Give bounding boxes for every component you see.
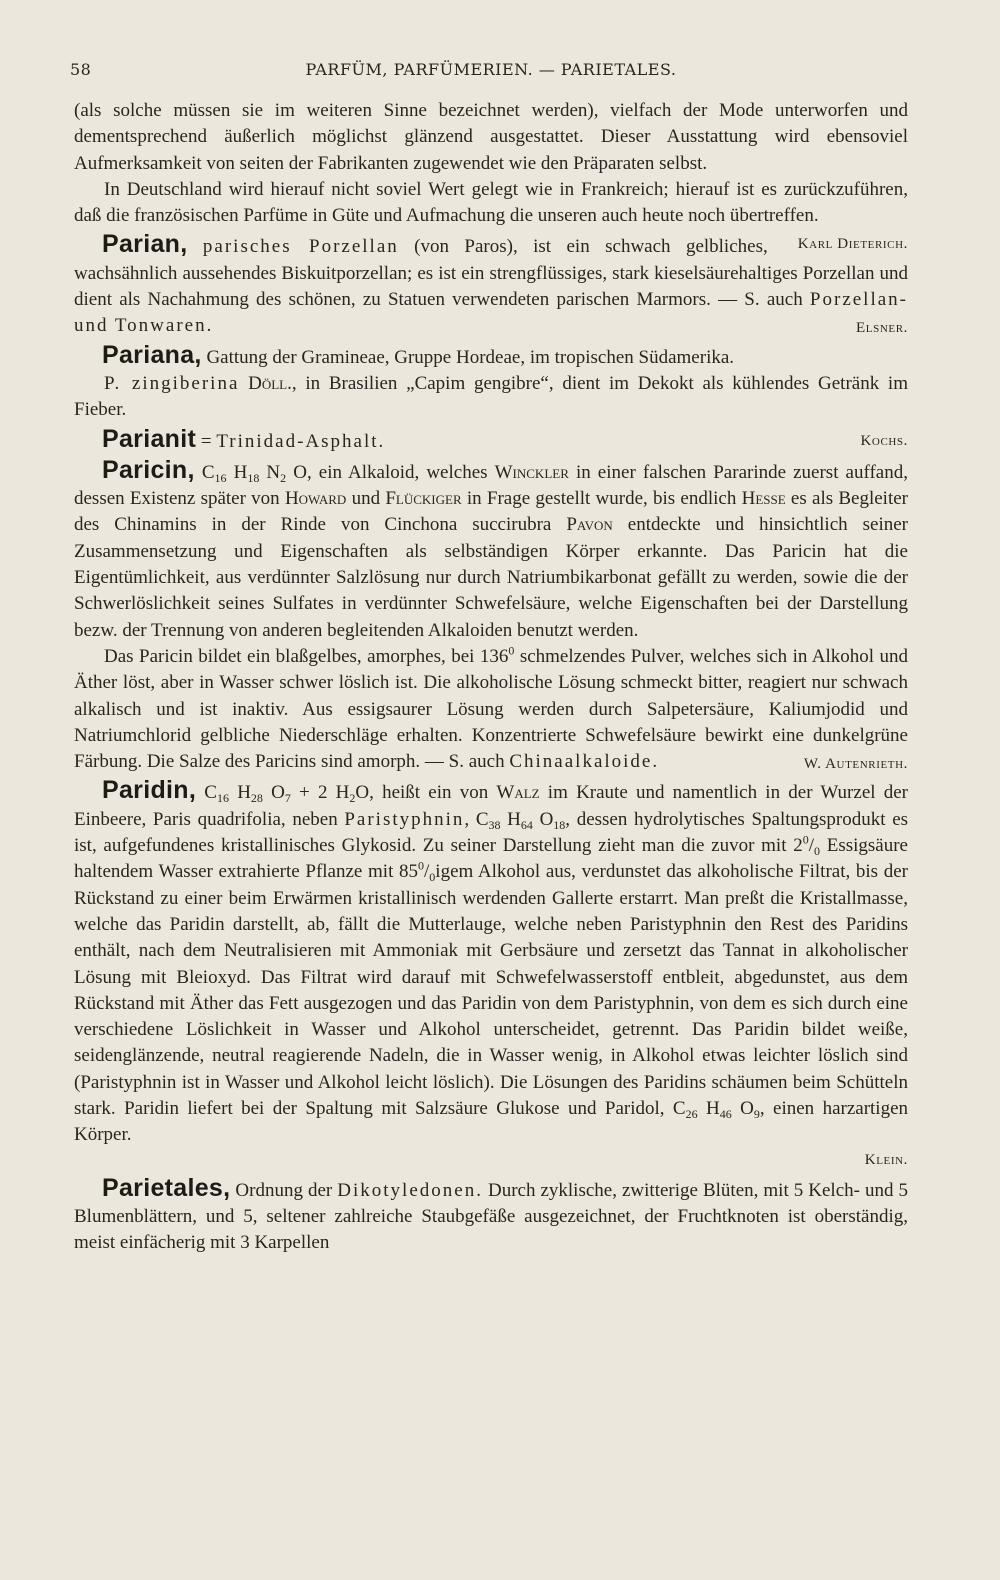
paragraph-text: In Deutschland wird hierauf nicht soviel Wert gelegt wie in Frankreich; hierauf ist es zurückzuführen, daß die französischen Parfüme in Güte und Aufmachung die unseren auch heute noch übertreffen. — [74, 178, 908, 227]
element: O — [293, 461, 307, 483]
entry-text: und — [346, 488, 386, 510]
subscript: 18 — [553, 817, 566, 832]
percent-sign-part: 0 — [418, 858, 425, 873]
person-name: Pavon — [566, 514, 613, 536]
entry-parietales — [74, 1175, 908, 1257]
page-number: 58 — [70, 60, 92, 79]
entry-pariana — [74, 342, 908, 371]
entry-text: , ein Alkaloid, welches — [306, 461, 495, 483]
element: H — [706, 1097, 720, 1119]
entry-text: , — [464, 808, 476, 830]
person-name: Howard — [284, 488, 347, 510]
entry-text: in einer falschen Pararinde zuerst auffand, dessen Existenz später von — [74, 461, 908, 510]
species-authority: Döll. — [248, 372, 292, 394]
subscript: 9 — [753, 1106, 760, 1121]
entry-text: Ordnung der — [230, 1179, 338, 1201]
entry-text: , heißt ein von — [369, 782, 497, 804]
element: C — [201, 461, 215, 483]
subscript: 64 — [520, 817, 533, 832]
cross-reference: Porzellan- und Tonwaren. — [74, 289, 908, 337]
element: O — [539, 808, 554, 830]
person-name: Walz — [496, 782, 540, 804]
person-name: Winckler — [494, 461, 569, 483]
element: O — [355, 782, 370, 804]
element: H — [233, 461, 248, 483]
element: C — [204, 782, 217, 804]
headword-parian: Parian, — [102, 230, 188, 259]
percent-sign-part: / — [808, 835, 814, 857]
species-name: P. zingiberina — [104, 372, 240, 394]
subscript: 26 — [685, 1106, 698, 1121]
element: C — [475, 808, 489, 830]
entry-text: Das Paricin bildet ein blaßgelbes, amorphes, bei 136 — [104, 645, 509, 667]
author-signature: Karl Dieterich. — [797, 236, 908, 253]
headword-parianit: Parianit — [102, 424, 197, 453]
entry-text: im Kraute und namentlich in der Wurzel der Einbeere, Paris quadrifolia, neben — [74, 782, 908, 830]
entry-text: entdeckte und hinsichtlich seiner Zusammensetzung und Eigenschaften als selbständigen Körper erkannte. Das Paricin hat die Eigentümlichkeit, aus verdünnter Salzlösung nur durch Natriumbikarbonat gefällt zu werden, sowie die der Schwerlöslichkeit seines Sulfates in verdünnter Schwefelsäure, welche Eigenschaften bei der Darstellung bezw. der Trennung von anderen begleitenden Alkaloiden benutzt werden. — [74, 514, 908, 641]
chemical-formula — [202, 462, 307, 483]
spaced-term: Dikotyledonen. — [337, 1179, 483, 1201]
entry-text: , in Brasilien „Capim gengibre“, dient im Dekokt als kühlendes Getränk im Fieber. — [74, 372, 908, 421]
entry-paricin — [74, 457, 908, 644]
page-body — [74, 98, 908, 1257]
element: + 2 H — [290, 782, 350, 804]
subscript: 7 — [284, 791, 291, 806]
subscript: 2 — [349, 791, 356, 806]
degree-sign: 0 — [508, 643, 515, 658]
entry-text: Durch zyklische, zwitterige Blüten, mit 5 Kelch- und 5 Blumenblättern, und 5, seltener zahlreiche Staubgefäße ausgezeichnet, der Fruchtknoten ist oberständig, meist einfächerig mit 3 Karpellen — [74, 1179, 909, 1254]
entry-text: , einen harzartigen Körper. — [74, 1097, 909, 1146]
author-signature: Elsner. — [856, 320, 908, 337]
percent-sign-part: 0 — [814, 844, 820, 859]
chemical-formula — [204, 782, 370, 806]
element: H — [237, 782, 251, 804]
chemical-formula — [476, 809, 565, 830]
entry-text: igem Alkohol aus, verdunstet das alkoholische Filtrat, bis der Rückstand zu einer beim Erwärmen kristallinisch werdenden Gallerte erstarrt. Man preßt die Kristallmasse, welche das Paridin darstellt, ab, fällt die Mutterlauge, welche neben Paristyphnin den Rest des Paridins enthält, nach dem Neutralisieren mit Ammoniak mit Gerbsäure und zersetzt das Tannat in alkoholischer Lösung mit Bleioxyd. Das Filtrat wird darauf mit Schwefelwasserstoff entbleit, abgedunstet, aus dem Rückstand mit Äther das Fett ausgezogen und das Paridin von dem Paristyphnin, von dem es sich durch eine verschiedene Löslichkeit in Wasser und Alkohol unterscheidet, getrennt. Das Paridin bildet weiße, seidenglänzende, neutral reagierende Nadeln, die in Wasser wenig, in Alkohol etwas leichter löslich sind (Paristyphnin ist in Wasser und Alkohol leicht löslich). Die Lösungen des Paridins schäumen beim Schütteln stark. Paridin liefert bei der Spaltung mit Salzsäure Glukose und Paridol, — [74, 861, 908, 1119]
headword-paridin: Paridin, — [102, 776, 197, 805]
percent-sign-part: / — [424, 861, 430, 883]
element: O — [740, 1097, 754, 1119]
entry-text: es als Begleiter des Chinamins in der Rinde von Cinchona succirubra — [74, 488, 908, 536]
subscript: 2 — [280, 470, 287, 485]
element: N — [266, 461, 281, 483]
headword-pariana: Pariana, — [102, 340, 202, 369]
subscript: 46 — [719, 1106, 732, 1121]
subscript: 16 — [216, 791, 229, 806]
entry-paridin — [74, 777, 908, 1148]
headword-paricin: Paricin, — [102, 455, 195, 484]
headword-parietales: Parietales, — [102, 1173, 231, 1202]
author-signature: W. Autenrieth. — [803, 756, 908, 773]
element: O — [271, 782, 285, 804]
cross-reference: Chinaalkaloide. — [509, 751, 660, 773]
page-header — [70, 60, 908, 86]
percent-sign-part: 0 — [802, 832, 809, 847]
entry-text: , dessen hydrolytisches Spaltungsprodukt es ist, aufgefundenes kristallinisches Glykosid. Zu seiner Darstellung zieht man die zuvor mit 2 — [74, 808, 909, 857]
entry-text: (von Paros), ist ein schwach gelbliches, wachsähnlich aussehendes Biskuitporzellan; es ist ein strengflüssiges, stark kieselsäurehaltiges Porzellan und dient als Nachahmung des schönen, zu Statuen verwendeten parischen Marmors. — S. auch — [74, 236, 908, 311]
entry-text: Gattung der Gramineae, Gruppe Hordeae, im tropischen Südamerika. — [201, 346, 735, 368]
author-signature: Klein. — [864, 1151, 908, 1168]
spaced-term: parisches Porzellan — [202, 236, 399, 258]
entry-parianit — [74, 426, 908, 455]
entry-text: in Frage gestellt wurde, bis endlich — [461, 488, 742, 510]
spaced-term: Trinidad-Asphalt. — [216, 430, 386, 452]
author-signature: Kochs. — [860, 432, 908, 449]
entry-text — [187, 236, 202, 257]
subscript: 28 — [250, 791, 263, 806]
chemical-formula — [673, 1098, 760, 1119]
entry-paricin-paragraph-2 — [74, 644, 908, 775]
percent-sign-part: 0 — [429, 870, 436, 885]
subscript: 18 — [247, 470, 260, 485]
element: H — [507, 808, 521, 830]
person-name: Hesse — [741, 488, 786, 510]
spaced-term: Paristyphnin — [344, 808, 465, 830]
person-name: Flückiger — [385, 488, 462, 510]
running-title: PARFÜM, PARFÜMERIEN. — PARIETALES. — [305, 60, 677, 79]
entry-text: schmelzendes Pulver, welches sich in Alkohol und Äther löst, aber in Wasser schwer löslich ist. Die alkoholische Lösung schmeckt bitter, reagiert nur schwach alkalisch und ist inaktiv. Aus essigsaurer Lösung werden durch Salpetersäure, Kaliumjodid und Natriumchlorid gelbliche Niederschläge erhalten. Konzentrierte Schwefelsäure bewirkt eine dunkelgrüne Färbung. Die Salze des Paricins sind amorph. — S. auch — [74, 645, 908, 773]
entry-pariana-species — [74, 371, 908, 424]
element: C — [672, 1097, 686, 1119]
subscript: 38 — [488, 817, 501, 832]
entry-text: Essigsäure haltendem Wasser extrahierte Pflanze mit 85 — [74, 835, 908, 883]
entry-text: = — [196, 430, 217, 452]
continuation-paragraph: (als solche müssen sie im weiteren Sinne bezeichnet werden), vielfach der Mode unterworfen und dementsprechend äußerlich möglichst glänzend ausgestattet. Dieser Ausstattung wird ebensoviel Aufmerksamkeit von seiten der Fabrikanten zugewendet wie den Präparaten selbst. — [74, 100, 908, 174]
subscript: 16 — [214, 470, 227, 485]
